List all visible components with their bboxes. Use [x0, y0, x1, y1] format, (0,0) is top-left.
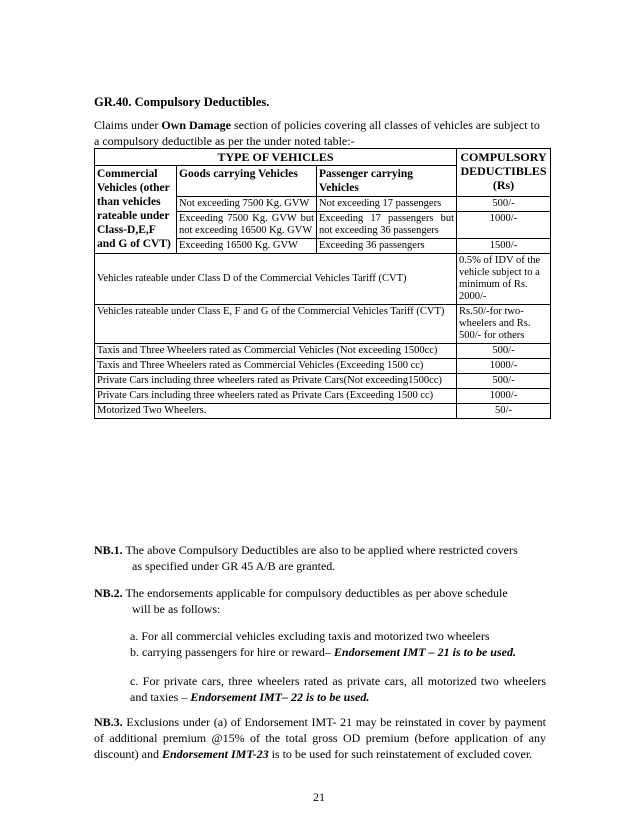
nb2-item-c-endorsement: Endorsement IMT– 22 is to be used. [190, 690, 370, 704]
intro-pre: Claims under [94, 118, 162, 132]
goods-cell: Exceeding 16500 Kg. GVW [177, 239, 317, 254]
table-row [95, 254, 551, 305]
deductible-cell: 1000/- [457, 359, 551, 374]
nb2-label: NB.2. [94, 586, 123, 600]
note-nb2 [94, 585, 546, 617]
description-cell: Private Cars including three wheelers rated as Private Cars (Exceeding 1500 cc) [95, 389, 457, 404]
description-cell: Vehicles rateable under Class E, F and G of the Commercial Vehicles Tariff (CVT) [95, 305, 457, 344]
table-row [95, 344, 551, 359]
intro-paragraph [94, 117, 544, 149]
deductible-cell: 50/- [457, 404, 551, 419]
note-nb3 [94, 714, 546, 762]
nb3-endorsement: Endorsement IMT-23 [162, 747, 269, 761]
nb3-label: NB.3. [94, 715, 123, 729]
type-of-vehicles-header: TYPE OF VEHICLES [95, 149, 457, 166]
deductible-cell: 1000/- [457, 212, 551, 239]
nb3-text-pre: Exclusions under (a) of Endorsement IMT- 21 may be reinstated in cover by payment of additional premium @15% of the total gross OD premium (before application of any discount) and [94, 715, 546, 761]
table-row [95, 389, 551, 404]
nb1-text: The above Compulsory Deductibles are also to be applied where restricted covers [122, 543, 518, 557]
description-cell: Taxis and Three Wheelers rated as Commercial Vehicles (Not exceeding 1500cc) [95, 344, 457, 359]
nb2-text2: will be as follows: [132, 602, 221, 616]
deductible-cell: 500/- [457, 197, 551, 212]
deductible-cell: 500/- [457, 344, 551, 359]
nb3-text-post: is to be used for such reinstatement of excluded cover. [268, 747, 533, 761]
nb2-text: The endorsements applicable for compulsory deductibles as per above schedule [122, 586, 508, 600]
goods-cell: Not exceeding 7500 Kg. GVW [177, 197, 317, 212]
nb2-item-c-text: c. For private cars, three wheelers rated as private cars, all motorized two wheelers and taxies – [130, 674, 546, 704]
note-nb1 [94, 542, 546, 574]
nb2-item-b [130, 644, 546, 660]
description-cell: Taxis and Three Wheelers rated as Commercial Vehicles (Exceeding 1500 cc) [95, 359, 457, 374]
nb2-item-a: a. For all commercial vehicles excluding taxis and motorized two wheelers [130, 629, 490, 643]
commercial-vehicles-label: Commercial Vehicles (other than vehicles rateable under Class-D,E,F and G of CVT) [95, 166, 177, 254]
page-number: 21 [313, 790, 325, 804]
deductible-cell: 1500/- [457, 239, 551, 254]
deductible-cell: 0.5% of IDV of the vehicle subject to a minimum of Rs. 2000/- [457, 254, 551, 305]
nb2-item-b-endorsement: Endorsement IMT – 21 is to be used. [333, 645, 516, 659]
description-cell: Private Cars including three wheelers rated as Private Cars(Not exceeding1500cc) [95, 374, 457, 389]
table-row [95, 374, 551, 389]
passenger-carrying-header: Passenger carrying Vehicles [317, 166, 457, 197]
deductible-cell: 500/- [457, 374, 551, 389]
nb2-item-b-text: b. carrying passengers for hire or reward– [130, 645, 334, 659]
intro-bold: Own Damage [161, 118, 231, 132]
goods-carrying-header: Goods carrying Vehicles [177, 166, 317, 197]
passenger-cell: Exceeding 36 passengers [317, 239, 457, 254]
nb1-label: NB.1. [94, 543, 123, 557]
passenger-cell: Not exceeding 17 passengers [317, 197, 457, 212]
table-header-row [95, 149, 551, 166]
deductibles-table [94, 148, 551, 419]
description-cell: Vehicles rateable under Class D of the Commercial Vehicles Tariff (CVT) [95, 254, 457, 305]
table-row [95, 404, 551, 419]
intro-post: section of policies covering all classes of vehicles are subject to a compulsory deductible as per the under noted table:- [94, 118, 540, 148]
passenger-cell: Exceeding 17 passengers but not exceeding 36 passengers [317, 212, 457, 239]
deductible-cell: 1000/- [457, 389, 551, 404]
table-row [95, 359, 551, 374]
description-cell: Motorized Two Wheelers. [95, 404, 457, 419]
section-heading: GR.40. Compulsory Deductibles. [94, 95, 270, 109]
nb2-item-c [130, 673, 546, 705]
deductible-cell: Rs.50/-for two-wheelers and Rs. 500/- for others [457, 305, 551, 344]
table-row [95, 305, 551, 344]
compulsory-deductibles-header: COMPULSORY DEDUCTIBLES (Rs) [457, 149, 551, 197]
goods-cell: Exceeding 7500 Kg. GVW but not exceeding 16500 Kg. GVW [177, 212, 317, 239]
nb1-text2: as specified under GR 45 A/B are granted. [132, 559, 336, 573]
